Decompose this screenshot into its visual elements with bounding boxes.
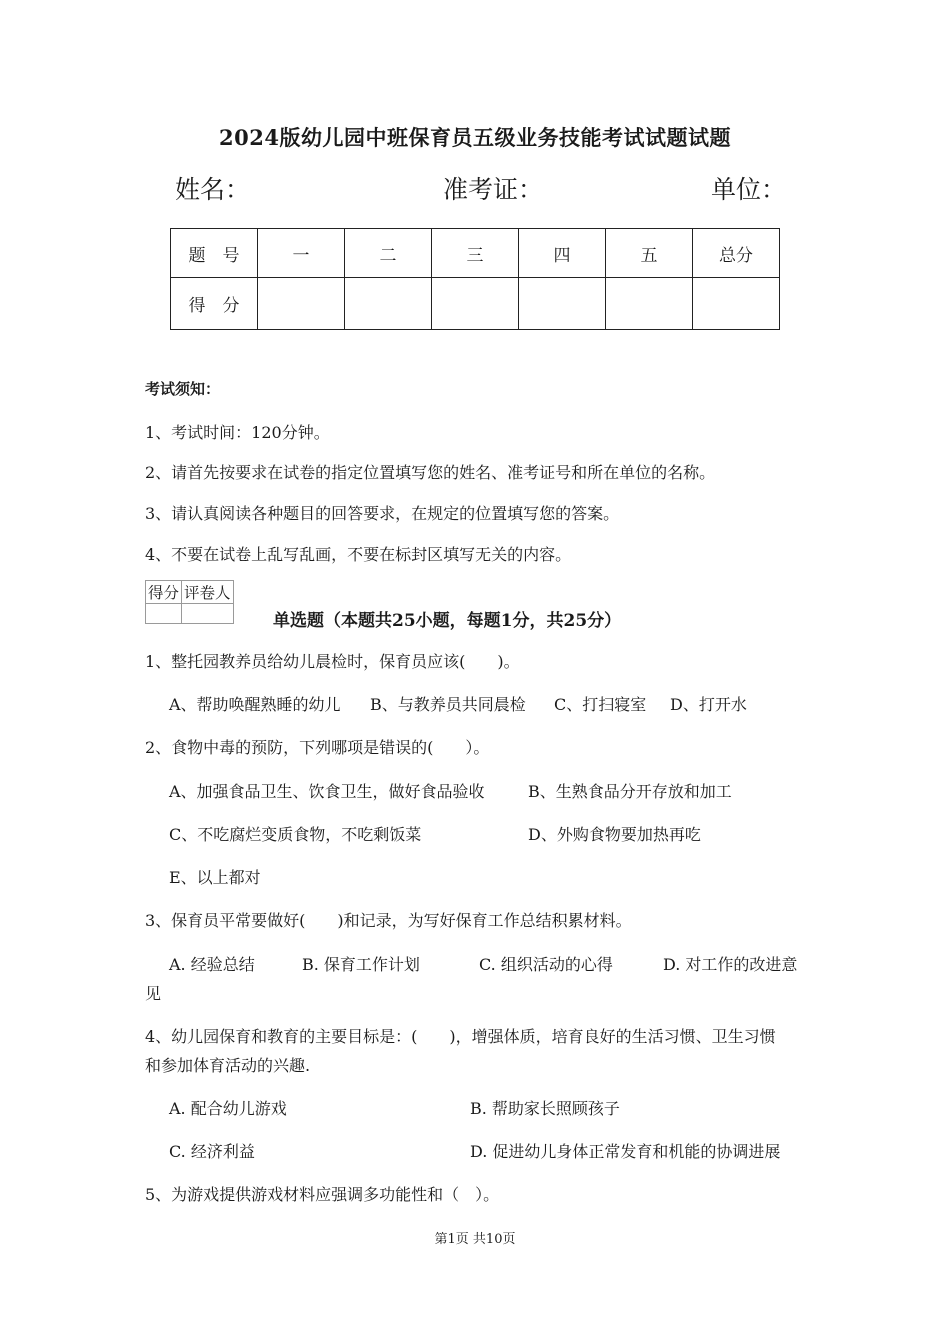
notice-item: 3、请认真阅读各种题目的回答要求，在规定的位置填写您的答案。: [145, 504, 620, 523]
question-stem: 2、食物中毒的预防，下列哪项是错误的( ）。: [145, 738, 490, 757]
question-option: D、外购食物要加热再吃: [528, 825, 701, 844]
question-option: C、不吃腐烂变质食物，不吃剩饭菜: [169, 825, 422, 844]
score-table-header-cell: 题 号: [171, 229, 258, 278]
score-cell[interactable]: [258, 278, 345, 330]
question-stem: 5、为游戏提供游戏材料应强调多功能性和（ ）。: [145, 1185, 500, 1204]
question-stem-continued: 和参加体育活动的兴趣.: [145, 1056, 311, 1075]
exam-id-field-label: 准考证：: [443, 175, 544, 204]
score-row-label: 得 分: [171, 278, 258, 330]
score-table-header-cell: 五: [606, 229, 693, 278]
question-option: A、帮助唤醒熟睡的幼儿: [169, 695, 341, 714]
unit-field-label: 单位：: [711, 175, 787, 204]
grader-box: [145, 580, 234, 624]
question-option: D. 促进幼儿身体正常发育和机能的协调进展: [470, 1142, 781, 1161]
question-option: B、生熟食品分开存放和加工: [528, 782, 732, 801]
question-option-wrap: 见: [145, 984, 162, 1003]
grader-score-cell[interactable]: [146, 604, 182, 624]
question-option: B. 帮助家长照顾孩子: [470, 1099, 620, 1118]
question-option: D. 对工作的改进意: [663, 955, 798, 974]
score-table-header-cell: 总分: [693, 229, 780, 278]
score-table-header-cell: 四: [519, 229, 606, 278]
score-cell[interactable]: [606, 278, 693, 330]
score-cell[interactable]: [432, 278, 519, 330]
score-cell[interactable]: [519, 278, 606, 330]
question-stem: 3、保育员平常要做好( )和记录，为写好保育工作总结积累材料。: [145, 911, 632, 930]
question-option: D、打开水: [670, 695, 747, 714]
section-title: 单选题（本题共25小题，每题1分，共25分）: [273, 611, 622, 631]
notice-item: 2、请首先按要求在试卷的指定位置填写您的姓名、准考证号和所在单位的名称。: [145, 463, 716, 482]
page-title: 2024版幼儿园中班保育员五级业务技能考试试题试题: [219, 125, 731, 150]
name-field-label: 姓名：: [175, 175, 251, 204]
question-option: A、加强食品卫生、饮食卫生，做好食品验收: [169, 782, 485, 801]
score-table-header-cell: 三: [432, 229, 519, 278]
grader-name-label: 评卷人: [182, 581, 234, 604]
score-table-score-row: [171, 278, 780, 330]
notice-heading: 考试须知：: [145, 380, 221, 398]
question-stem: 1、整托园教养员给幼儿晨检时，保育员应该( )。: [145, 652, 520, 671]
grader-score-label: 得分: [146, 581, 182, 604]
score-table-header-row: [171, 229, 780, 278]
score-cell[interactable]: [693, 278, 780, 330]
question-option: E、以上都对: [169, 868, 261, 887]
notice-item: 4、不要在试卷上乱写乱画，不要在标封区填写无关的内容。: [145, 545, 572, 564]
grader-name-cell[interactable]: [182, 604, 234, 624]
score-table-header-cell: 二: [345, 229, 432, 278]
notice-item: 1、考试时间：120分钟。: [145, 423, 330, 442]
question-option: C、打扫寝室: [554, 695, 647, 714]
question-option: C. 经济利益: [169, 1142, 255, 1161]
question-option: C. 组织活动的心得: [479, 955, 613, 974]
question-option: A. 配合幼儿游戏: [169, 1099, 287, 1118]
question-option: A. 经验总结: [169, 955, 255, 974]
page-footer: 第1页 共10页: [434, 1232, 516, 1247]
score-cell[interactable]: [345, 278, 432, 330]
score-table: [170, 228, 780, 330]
question-stem: 4、幼儿园保育和教育的主要目标是：( )，增强体质，培育良好的生活习惯、卫生习惯: [145, 1027, 776, 1046]
question-option: B、与教养员共同晨检: [370, 695, 526, 714]
score-table-header-cell: 一: [258, 229, 345, 278]
question-option: B. 保育工作计划: [302, 955, 420, 974]
